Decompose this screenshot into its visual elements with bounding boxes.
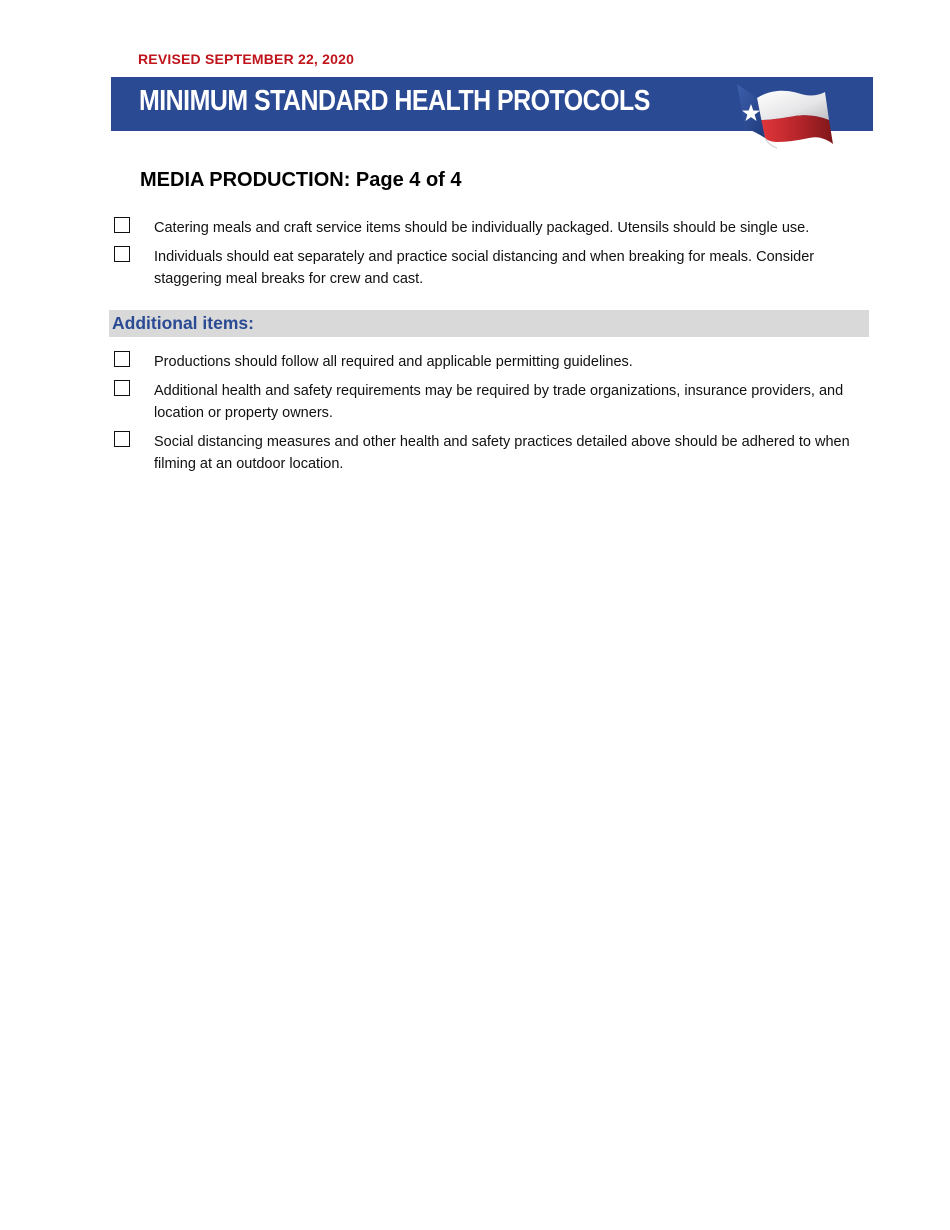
revised-date: REVISED SEPTEMBER 22, 2020 [138,51,355,67]
list-item [112,246,872,290]
page-title: MINIMUM STANDARD HEALTH PROTOCOLS [139,85,650,117]
additional-items-title: Additional items: [112,313,254,333]
texas-flag-icon [733,80,837,154]
list-item [112,380,872,424]
checklist-main [112,217,872,290]
section-heading: MEDIA PRODUCTION: Page 4 of 4 [140,169,462,191]
list-item [112,351,872,373]
list-item [112,217,872,239]
list-item-text: Productions should follow all required and applicable permitting guidelines. [154,354,633,370]
checkbox-icon[interactable] [114,351,130,367]
list-item [112,431,872,475]
list-item-text: Additional health and safety requirements may be required by trade organizations, insurance providers, and location or property owners. [154,383,844,421]
list-item-text: Social distancing measures and other health and safety practices detailed above should be adhered to when filming at an outdoor location. [154,434,850,472]
list-item-text: Individuals should eat separately and practice social distancing and when breaking for meals. Consider staggering meal breaks for crew and cast. [154,249,815,287]
checkbox-icon[interactable] [114,431,130,447]
list-item-text: Catering meals and craft service items should be individually packaged. Utensils should be single use. [154,220,810,236]
checkbox-icon[interactable] [114,246,130,262]
checkbox-icon[interactable] [114,217,130,233]
checklist-additional [112,351,872,475]
additional-items-bar [109,310,869,337]
checkbox-icon[interactable] [114,380,130,396]
